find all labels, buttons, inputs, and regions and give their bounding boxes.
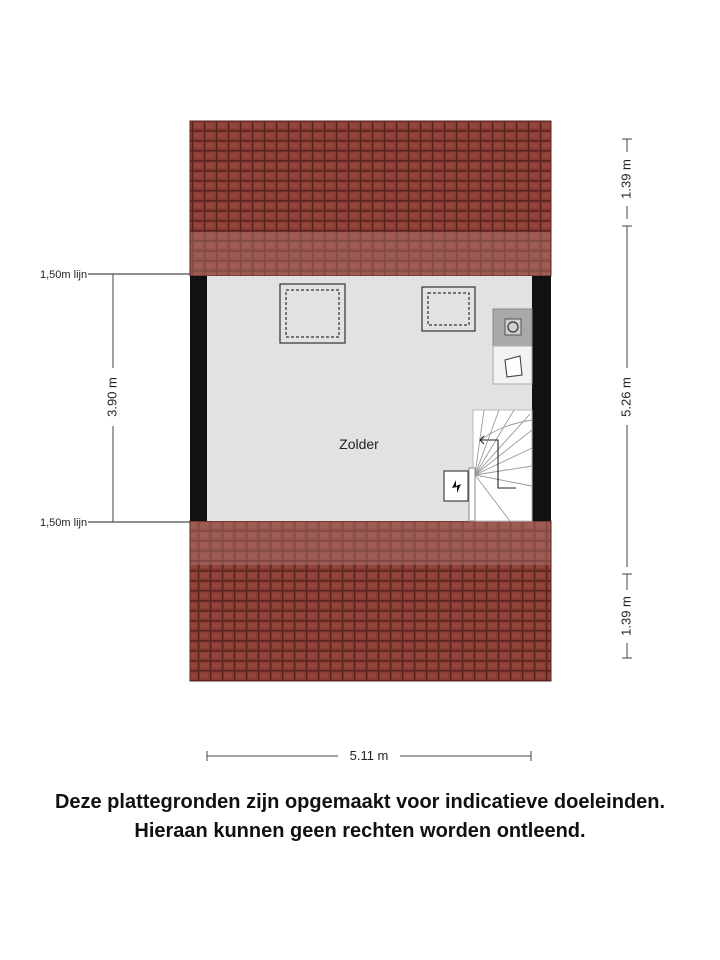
svg-text:1.39 m: 1.39 m xyxy=(618,159,634,199)
dimension-left-height xyxy=(104,274,119,522)
roof-top xyxy=(190,121,551,276)
staircase xyxy=(469,410,532,521)
dimension-right-top xyxy=(618,139,633,219)
disclaimer-line-1: Deze plattegronden zijn opgemaakt voor indicatieve doeleinden. xyxy=(54,791,666,813)
svg-text:5.26 m: 5.26 m xyxy=(618,377,634,417)
sink-icon xyxy=(493,346,532,384)
dimension-right-total xyxy=(618,226,633,567)
left-wall xyxy=(190,276,207,521)
dimension-bottom-width xyxy=(207,748,531,763)
svg-text:1,50m lijn: 1,50m lijn xyxy=(40,269,88,281)
roof-bottom xyxy=(190,521,551,681)
washing-machine-icon xyxy=(493,309,532,346)
svg-text:1,50m lijn: 1,50m lijn xyxy=(40,517,88,529)
svg-text:1.39 m: 1.39 m xyxy=(618,596,634,636)
boiler-icon xyxy=(444,471,468,501)
svg-text:3.90 m: 3.90 m xyxy=(104,377,120,417)
room-label: Zolder xyxy=(339,436,379,452)
line-150-upper xyxy=(40,269,190,281)
svg-text:5.11 m: 5.11 m xyxy=(349,748,389,763)
right-wall xyxy=(532,276,551,521)
dimension-right-bottom xyxy=(618,574,633,658)
line-150-lower xyxy=(40,517,190,529)
disclaimer xyxy=(0,788,720,846)
disclaimer-line-2: Hieraan kunnen geen rechten worden ontleend. xyxy=(134,820,586,842)
